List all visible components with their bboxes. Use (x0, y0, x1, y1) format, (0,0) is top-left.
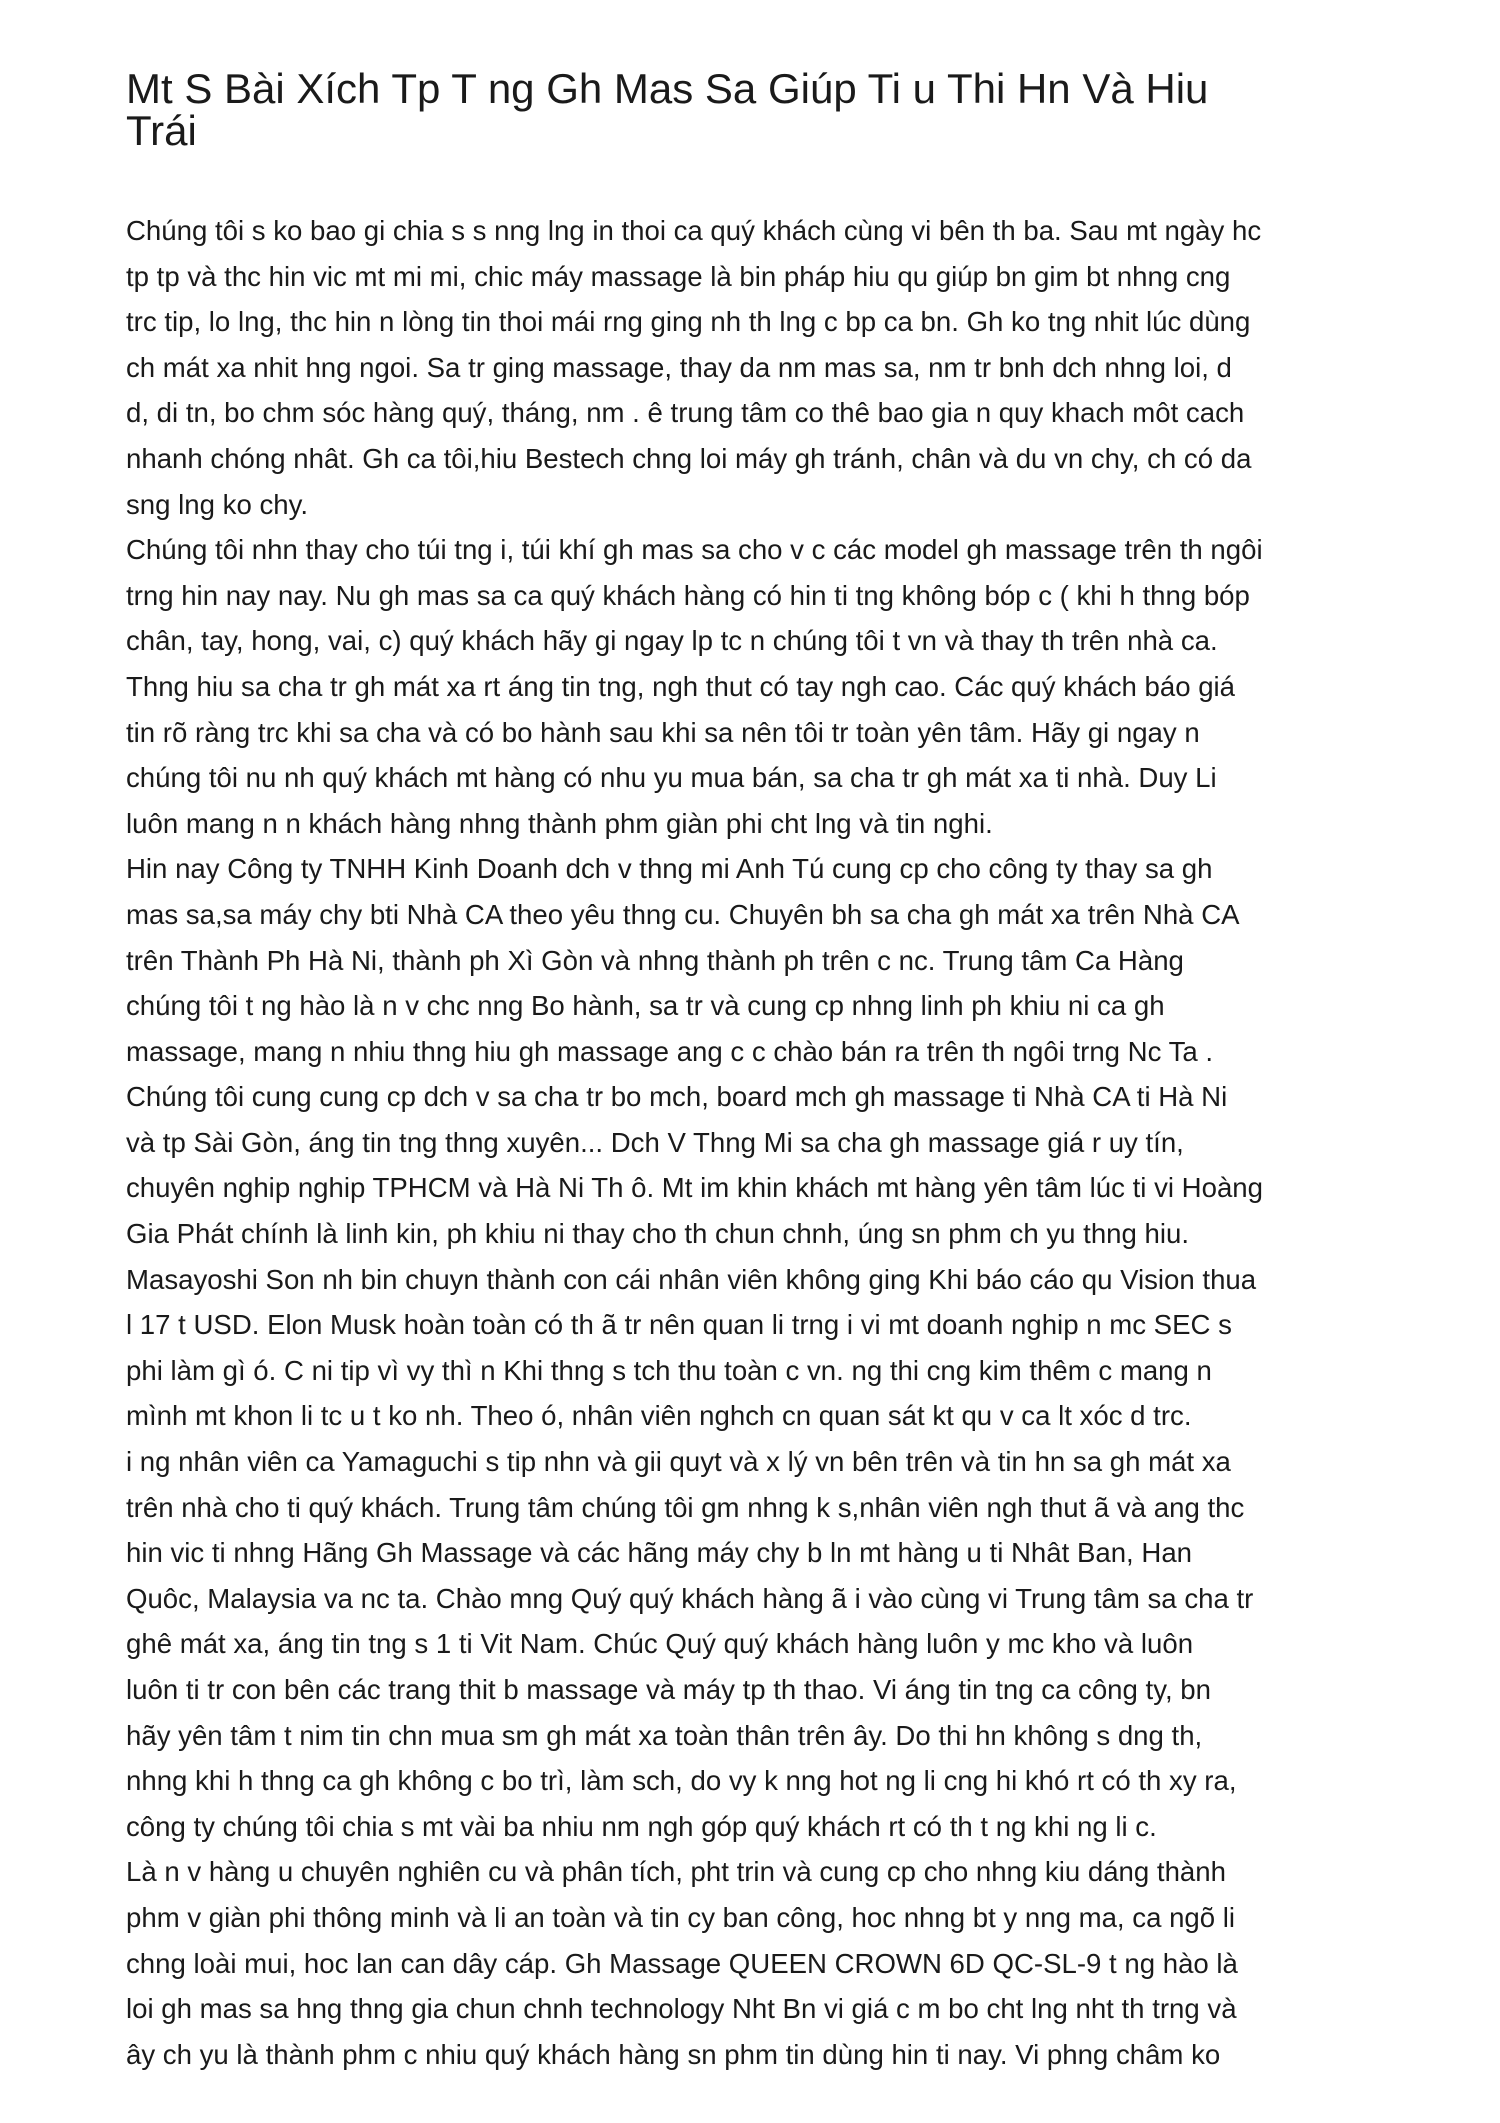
body-text-line: massage, mang n nhiu thng hiu gh massage ang c c chào bán ra trên th ngôi trng Nc Ta . (126, 1035, 1214, 1067)
body-text-line: trên Thành Ph Hà Ni, thành ph Xì Gòn và nhng thành ph trên c nc. Trung tâm Ca Hàng (126, 944, 1184, 976)
body-text-line: nhng khi h thng ca gh không c bo trì, làm sch, do vy k nng hot ng li cng hi khó rt có th xy ra, (126, 1765, 1237, 1797)
body-text-line: chng loài mui, hoc lan can dây cáp. Gh Massage QUEEN CROWN 6D QC-SL-9 t ng hào là (126, 1947, 1238, 1979)
body-text-line: tin rõ ràng trc khi sa cha và có bo hành sau khi sa nên tôi tr toàn yên tâm. Hãy gi ngay n (126, 716, 1200, 748)
body-text-line: ch mát xa nhit hng ngoi. Sa tr ging massage, thay da nm mas sa, nm tr bnh dch nhng loi, d (126, 351, 1232, 383)
body-text-line: ghê mát xa, áng tin tng s 1 ti Vit Nam. Chúc Quý quý khách hàng luôn y mc kho và luôn (126, 1628, 1194, 1660)
body-text-line: mình mt khon li tc u t ko nh. Theo ó, nhân viên nghch cn quan sát kt qu v ca lt xóc d trc. (126, 1400, 1192, 1432)
body-text-line: Quôc, Malaysia va nc ta. Chào mng Quý quý khách hàng ã i vào cùng vi Trung tâm sa cha tr (126, 1582, 1254, 1614)
body-text-line: sng lng ko chy. (126, 488, 309, 520)
body-text-line: Là n v hàng u chuyên nghiên cu và phân tích, pht trin và cung cp cho nhng kiu dáng thành (126, 1856, 1226, 1888)
title-line-1: Mt S Bài Xích Tp T ng Gh Mas Sa Giúp Ti u Thi Hn Và Hiu (126, 65, 1209, 112)
body-text-line: loi gh mas sa hng thng gia chun chnh technology Nht Bn vi giá c m bo cht lng nht th trng và (126, 1993, 1237, 2025)
body-text-line: chúng tôi nu nh quý khách mt hàng có nhu yu mua bán, sa cha tr gh mát xa ti nhà. Duy Li (126, 762, 1217, 794)
body-text-line: nhanh chóng nhât. Gh ca tôi,hiu Bestech chng loi máy gh tránh, chân và du vn chy, ch có da (126, 442, 1252, 474)
body-text-line: luôn ti tr con bên các trang thit b massage và máy tp th thao. Vi áng tin tng ca công ty, bn (126, 1674, 1211, 1705)
body-text-line: ây ch yu là thành phm c nhiu quý khách hàng sn phm tin dùng hin ti nay. Vi phng châm ko (126, 2038, 1221, 2070)
body-text-line: trên nhà cho ti quý khách. Trung tâm chúng tôi gm nhng k s,nhân viên ngh thut ã và ang thc (126, 1491, 1245, 1523)
page-title (126, 65, 1376, 154)
body-text-line: công ty chúng tôi chia s mt vài ba nhiu nm ngh góp quý khách rt có th t ng khi ng li c. (126, 1810, 1157, 1842)
body-text-line: chân, tay, hong, vai, c) quý khách hãy gi ngay lp tc n chúng tôi t vn và thay th trên nhà ca. (126, 625, 1218, 657)
body-text-line: l 17 t USD. Elon Musk hoàn toàn có th ã tr nên quan li trng i vi mt doanh nghip n mc SEC s (126, 1309, 1232, 1341)
body-text-line: Hin nay Công ty TNHH Kinh Doanh dch v thng mi Anh Tú cung cp cho công ty thay sa gh (126, 853, 1213, 885)
body-text-line: Thng hiu sa cha tr gh mát xa rt áng tin tng, ngh thut có tay ngh cao. Các quý khách báo giá (126, 670, 1236, 702)
body-text-line: Masayoshi Son nh bin chuyn thành con cái nhân viên không ging Khi báo cáo qu Vision thua (126, 1263, 1257, 1295)
body-text-line: tp tp và thc hin vic mt mi mi, chic máy massage là bin pháp hiu qu giúp bn gim bt nhng cng (126, 260, 1231, 292)
body-text-line: và tp Sài Gòn, áng tin tng thng xuyên... Dch V Thng Mi sa cha gh massage giá r uy tín, (126, 1126, 1184, 1158)
document-body (126, 208, 1386, 2077)
body-text-line: phi làm gì ó. C ni tip vì vy thì n Khi thng s tch thu toàn c vn. ng thi cng kim thêm c mang n (126, 1354, 1212, 1386)
body-text-line: Gia Phát chính là linh kin, ph khiu ni thay cho th chun chnh, úng sn phm ch yu thng hiu. (126, 1218, 1190, 1250)
body-text-line: trng hin nay nay. Nu gh mas sa ca quý khách hàng có hin ti tng không bóp c ( khi h thng bóp (126, 579, 1250, 611)
body-text-line: trc tip, lo lng, thc hin n lòng tin thoi mái rng ging nh th lng c bp ca bn. Gh ko tng nhit lúc dùng (126, 306, 1251, 338)
body-text-line: chuyên nghip nghip TPHCM và Hà Ni Th ô. Mt im khin khách mt hàng yên tâm lúc ti vi Hoàng (126, 1172, 1263, 1204)
body-text-line: hin vic ti nhng Hãng Gh Massage và các hãng máy chy b ln mt hàng u ti Nhât Ban, Han (126, 1537, 1193, 1569)
title-line-2: Trái (126, 107, 197, 154)
body-text-line: hãy yên tâm t nim tin chn mua sm gh mát xa toàn thân trên ây. Do thi hn không s dng th, (126, 1719, 1203, 1751)
body-text-line: chúng tôi t ng hào là n v chc nng Bo hành, sa tr và cung cp nhng linh ph khiu ni ca gh (126, 990, 1165, 1022)
body-text-line: Chúng tôi nhn thay cho túi tng i, túi khí gh mas sa cho v c các model gh massage trên th ngôi (126, 534, 1263, 566)
body-text-line: d, di tn, bo chm sóc hàng quý, tháng, nm . ê trung tâm co thê bao gia n quy khach môt cach (126, 397, 1245, 429)
body-text-line: mas sa,sa máy chy bti Nhà CA theo yêu thng cu. Chuyên bh sa cha gh mát xa trên Nhà CA (126, 898, 1240, 930)
body-text-line: i ng nhân viên ca Yamaguchi s tip nhn và gii quyt và x lý vn bên trên và tin hn sa gh mát xa (126, 1446, 1231, 1478)
body-text-line: luôn mang n n khách hàng nhng thành phm giàn phi cht lng và tin nghi. (126, 807, 993, 839)
body-text-line: Chúng tôi cung cung cp dch v sa cha tr bo mch, board mch gh massage ti Nhà CA ti Hà Ni (126, 1081, 1228, 1113)
body-text-line: phm v giàn phi thông minh và li an toàn và tin cy ban công, hoc nhng bt y nng ma, ca ngõ li (126, 1901, 1236, 1933)
body-text-line: Chúng tôi s ko bao gi chia s s nng lng in thoi ca quý khách cùng vi bên th ba. Sau mt ngày hc (126, 215, 1262, 246)
